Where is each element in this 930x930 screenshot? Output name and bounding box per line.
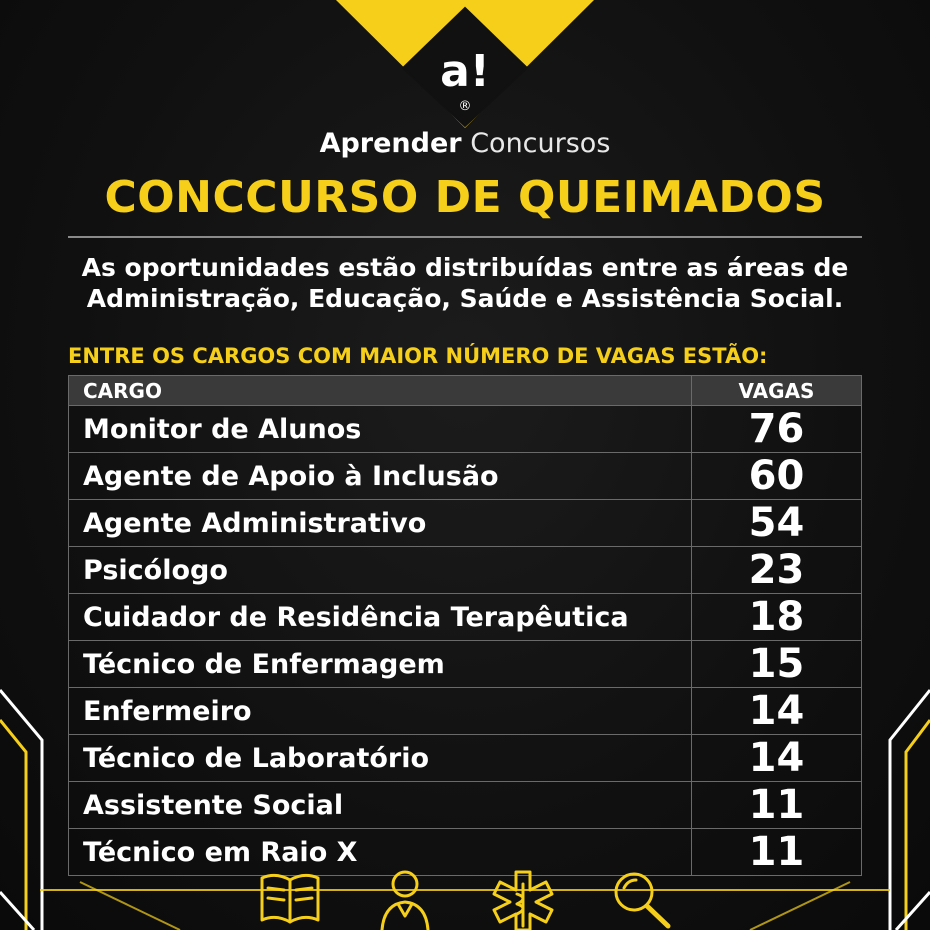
svg-text:a!: a! bbox=[440, 46, 490, 97]
table-row bbox=[69, 782, 862, 829]
vagas-cell: 14 bbox=[692, 735, 862, 782]
table-row bbox=[69, 641, 862, 688]
vagas-cell: 76 bbox=[692, 406, 862, 453]
subtitle-line-2: Administração, Educação, Saúde e Assistência Social. bbox=[86, 284, 844, 313]
cargo-cell: Enfermeiro bbox=[69, 688, 692, 735]
vagas-cell: 18 bbox=[692, 594, 862, 641]
brand-name-light: Concursos bbox=[470, 128, 611, 159]
cargo-cell: Assistente Social bbox=[69, 782, 692, 829]
subtitle bbox=[40, 252, 890, 314]
svg-text:®: ® bbox=[458, 99, 472, 114]
table-row bbox=[69, 500, 862, 547]
column-header-cargo: CARGO bbox=[69, 376, 692, 406]
cargo-cell: Técnico de Enfermagem bbox=[69, 641, 692, 688]
table-heading: ENTRE OS CARGOS COM MAIOR NÚMERO DE VAGAS ESTÃO: bbox=[68, 344, 768, 368]
brand-name bbox=[0, 128, 930, 159]
book-icon bbox=[262, 875, 318, 922]
cargo-cell: Agente Administrativo bbox=[69, 500, 692, 547]
vagas-cell: 11 bbox=[692, 782, 862, 829]
cargo-cell: Técnico em Raio X bbox=[69, 829, 692, 876]
table-row bbox=[69, 688, 862, 735]
vagas-cell: 60 bbox=[692, 453, 862, 500]
medical-star-icon bbox=[494, 872, 552, 930]
cargo-cell: Agente de Apoio à Inclusão bbox=[69, 453, 692, 500]
vagas-cell: 23 bbox=[692, 547, 862, 594]
vagas-cell: 54 bbox=[692, 500, 862, 547]
table-row bbox=[69, 547, 862, 594]
brand-name-bold: Aprender bbox=[319, 128, 462, 159]
subtitle-line-1: As oportunidades estão distribuídas entre as áreas de bbox=[81, 253, 849, 282]
divider bbox=[68, 236, 862, 238]
bottom-icons bbox=[0, 860, 930, 930]
vagas-cell: 15 bbox=[692, 641, 862, 688]
vagas-cell: 11 bbox=[692, 829, 862, 876]
table-header-row bbox=[69, 376, 862, 406]
person-icon bbox=[382, 872, 428, 930]
vagas-cell: 14 bbox=[692, 688, 862, 735]
column-header-vagas: VAGAS bbox=[692, 376, 862, 406]
cargo-cell: Monitor de Alunos bbox=[69, 406, 692, 453]
magnifier-icon bbox=[616, 874, 668, 926]
cargo-cell: Cuidador de Residência Terapêutica bbox=[69, 594, 692, 641]
page-title: CONCCURSO DE QUEIMADOS bbox=[104, 172, 826, 223]
table-row bbox=[69, 594, 862, 641]
table-row bbox=[69, 735, 862, 782]
table-row bbox=[69, 453, 862, 500]
cargo-cell: Psicólogo bbox=[69, 547, 692, 594]
cargo-cell: Técnico de Laboratório bbox=[69, 735, 692, 782]
vacancies-table bbox=[68, 375, 862, 876]
table-row bbox=[69, 406, 862, 453]
